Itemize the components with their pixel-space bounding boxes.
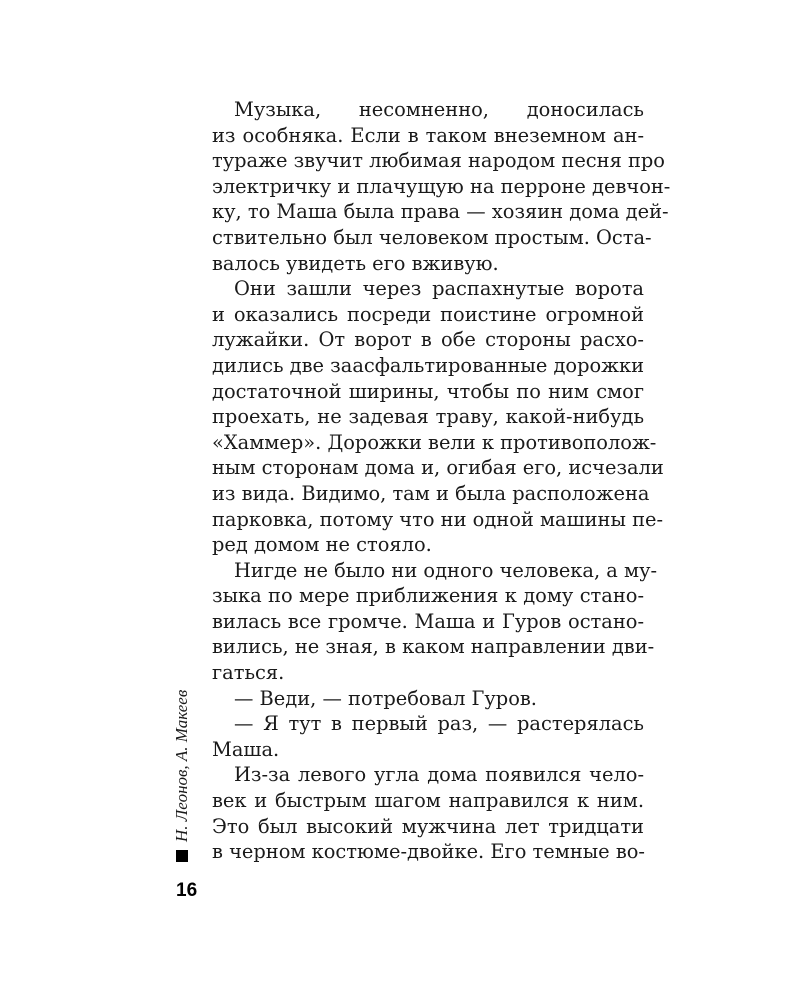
text-line: ствительно был человеком простым. Оста-	[212, 225, 652, 249]
text-line: век и быстрым шагом направился к ним.	[212, 789, 644, 813]
text-line: электричку и плачущую на перроне девчон-	[212, 174, 671, 198]
text-line: ку, то Маша была права — хозяин дома дей-	[212, 200, 669, 224]
square-marker-icon	[176, 850, 188, 862]
text-line: вилась все громче. Маша и Гуров остано-	[212, 609, 644, 633]
text-line: «Хаммер». Дорожки вели к противополож-	[212, 430, 657, 454]
text-line: — Я тут в первый раз, — растерялась	[234, 712, 644, 736]
text-line: Это был высокий мужчина лет тридцати	[212, 814, 644, 838]
text-line: из вида. Видимо, там и была расположена	[212, 481, 650, 505]
running-head	[172, 690, 192, 862]
text-line: зыка по мере приближения к дому стано-	[212, 584, 644, 608]
text-line: проехать, не задевая траву, какой-нибудь	[212, 405, 644, 429]
text-line: ным сторонам дома и, огибая его, исчезали	[212, 456, 664, 480]
text-line: достаточной ширины, чтобы по ним смог	[212, 379, 644, 403]
text-line: Из-за левого угла дома появился чело-	[234, 763, 644, 787]
page-number: 16	[176, 880, 198, 901]
text-line: тураже звучит любимая народом песня про	[212, 149, 665, 173]
body-text	[212, 97, 671, 865]
text-line: валось увидеть его вживую.	[212, 251, 499, 275]
text-line: дились две заасфальтированные дорожки	[212, 353, 645, 377]
text-line: лужайки. От ворот в обе стороны расхо-	[212, 328, 644, 352]
text-line: гаться.	[212, 661, 285, 685]
text-line: Маша.	[212, 737, 280, 761]
text-line: Они зашли через распахнутые ворота	[234, 277, 644, 301]
text-line: — Веди, — потребовал Гуров.	[234, 686, 537, 710]
text-line: вились, не зная, в каком направлении дви-	[212, 635, 655, 659]
text-line: из особняка. Если в таком внеземном ан-	[212, 123, 644, 147]
text-line: Нигде не было ни одного человека, а му-	[234, 558, 658, 582]
text-line: и оказались посреди поистине огромной	[212, 302, 644, 326]
text-line: в черном костюме-двойке. Его темные во-	[212, 840, 645, 864]
text-line: парковка, потому что ни одной машины пе-	[212, 507, 664, 531]
text-line: ред домом не стояло.	[212, 533, 432, 557]
text-line: Музыка, несомненно, доносилась	[234, 98, 644, 121]
running-head-text: Н. Леонов, А. Макеев	[172, 689, 191, 842]
